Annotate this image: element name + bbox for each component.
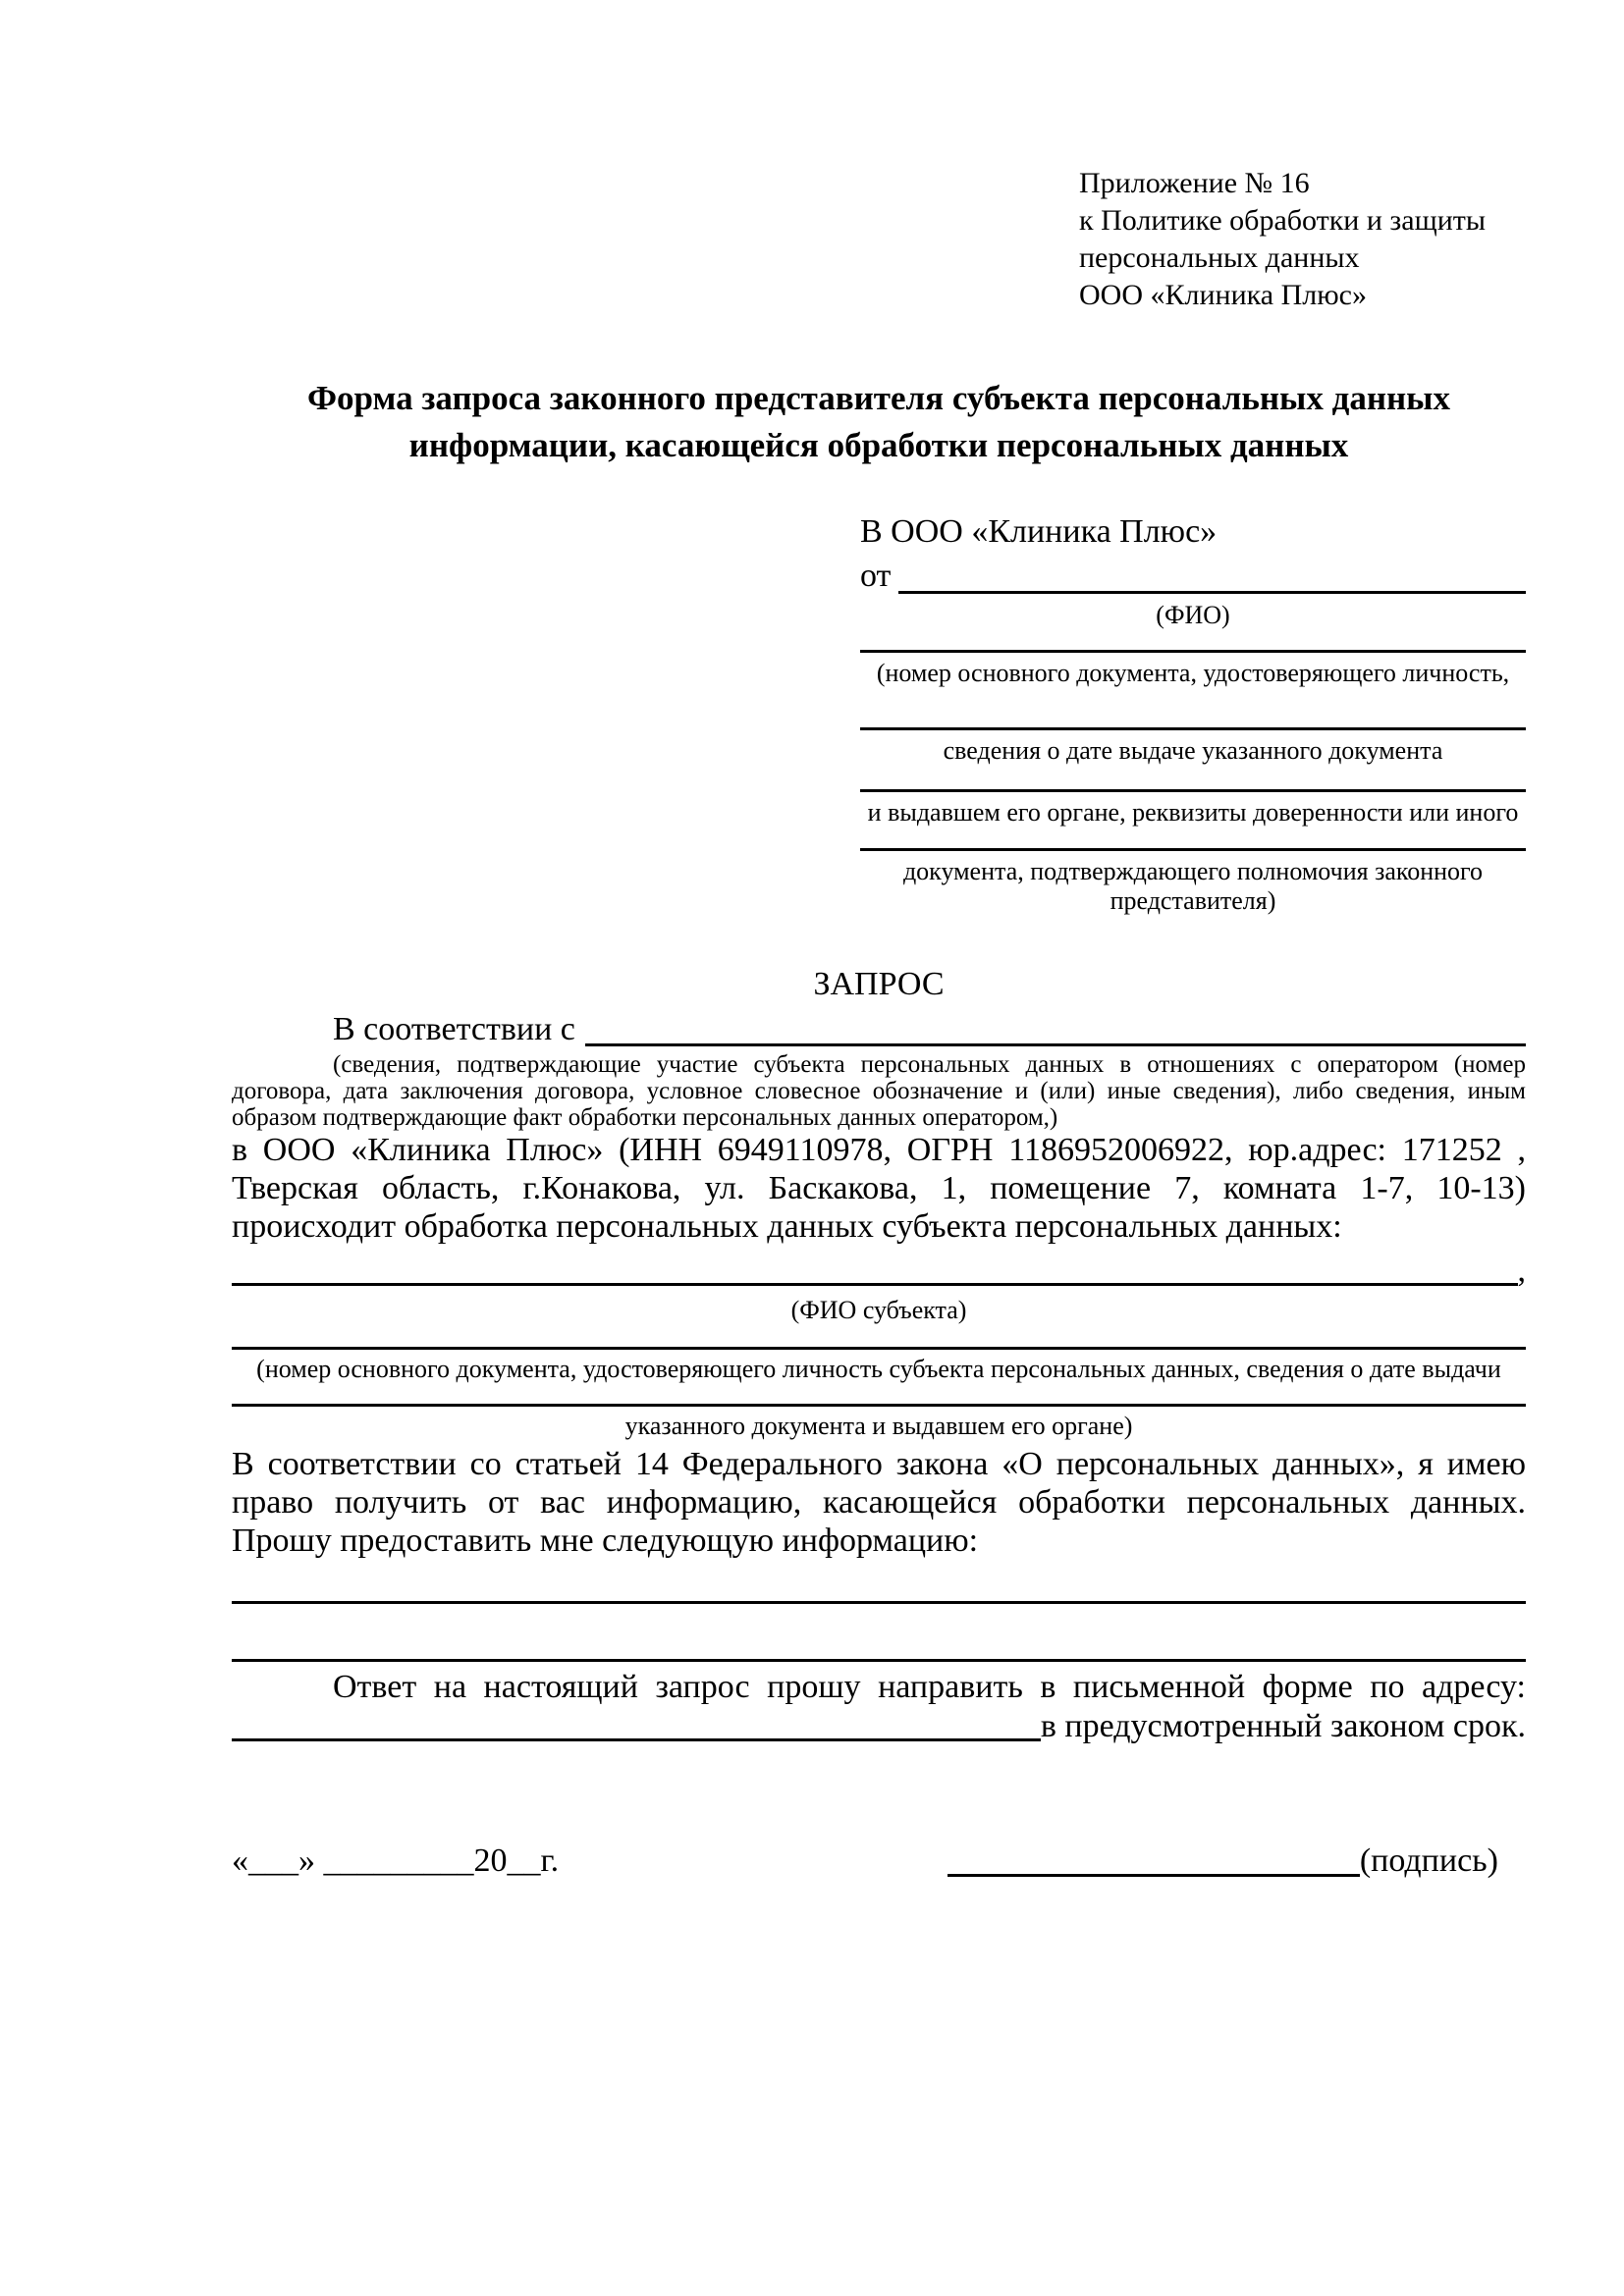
signature-caption: (подпись) (1359, 1842, 1498, 1879)
appendix-line: ООО «Клиника Плюс» (1079, 279, 1367, 311)
appendix-line: к Политике обработки и защиты (1079, 204, 1487, 237)
footer (232, 1841, 1526, 1882)
appendix-line: Приложение № 16 (1079, 167, 1310, 199)
intro-row (232, 1008, 1526, 1051)
subject-line-comma: , (1517, 1253, 1526, 1289)
caption-issue-date: сведения о дате выдаче указанного документа (943, 736, 1443, 765)
intro-note: (сведения, подтверждающие участие субъекта персональных данных в отношениях с оператором (номер договора, дата заключения договора, условное словесное обозначение и (или) иные сведения), либо сведения, иным образом подтверждающие факт обработки персональных данных оператором,) (232, 1051, 1526, 1131)
law-paragraph: В соответствии со статьей 14 Федерального закона «О персональных данных», я имею право получить от вас информацию, касающейся обработки персональных данных. Прошу предоставить мне следующую информацию: (232, 1446, 1526, 1559)
form-title (232, 375, 1526, 469)
caption-doc-number: (номер основного документа, удостоверяющего личность, (876, 659, 1510, 687)
appendix-line: персональных данных (1079, 241, 1360, 274)
caption-subject-doc-2: указанного документа и выдавшем его органе) (624, 1412, 1133, 1440)
answer-paragraph: Ответ на настоящий запрос прошу направить в письменной форме по адресу: (333, 1669, 1526, 1705)
caption-subject-fio: (ФИО субъекта) (790, 1296, 967, 1324)
field-line-doc-number (860, 650, 1526, 653)
caption-fio: (ФИО) (1156, 601, 1230, 629)
from-row (860, 554, 1526, 599)
addressee-block (860, 510, 1526, 916)
from-field-line (898, 554, 1526, 594)
intro-field-line (585, 1008, 1526, 1046)
subject-fio-field-line (232, 1252, 1518, 1286)
signature-line (947, 1841, 1360, 1877)
request-heading: ЗАПРОС (813, 966, 945, 1002)
caption-power-of-attorney: документа, подтверждающего полномочия законного представителя) (902, 857, 1484, 915)
appendix-block (1079, 165, 1526, 314)
answer-address-field-line (232, 1707, 1041, 1741)
field-line-issue-date (860, 727, 1526, 730)
date-blank: «___» _________20__г. (232, 1842, 560, 1879)
subject-doc-field-line-2 (232, 1404, 1526, 1407)
info-field-line-1 (232, 1601, 1526, 1604)
answer-suffix: в предусмотренный законом срок. (1040, 1708, 1526, 1744)
caption-subject-doc-1: (номер основного документа, удостоверяющего личность субъекта персональных данных, сведения о дате выдачи (256, 1355, 1501, 1383)
caption-issuing-authority: и выдавшем его органе, реквизиты доверенности или иного (867, 798, 1519, 827)
answer-address-row (232, 1707, 1526, 1746)
form-title-line-1: Форма запроса законного представителя субъекта персональных данных (307, 379, 1450, 417)
info-field-line-2 (232, 1659, 1526, 1662)
field-line-issuing-authority (860, 789, 1526, 792)
signature-block (947, 1841, 1498, 1882)
field-line-power-of-attorney (860, 848, 1526, 851)
subject-fio-field-row (232, 1252, 1526, 1291)
form-title-line-2: информации, касающейся обработки персональных данных (408, 426, 1349, 464)
subject-doc-field-line-1 (232, 1347, 1526, 1350)
addressee-organization: В ООО «Клиника Плюс» (860, 513, 1218, 550)
operator-paragraph: в ООО «Клиника Плюс» (ИНН 6949110978, ОГРН 1186952006922, юр.адрес: 171252 , Тверская область, г.Конакова, ул. Баскакова, 1, помещение 7, комната 1-7, 10-13) происходит обработка персональных данных субъекта персональных данных: (232, 1132, 1526, 1245)
from-label: от (860, 558, 892, 594)
intro-prefix: В соответствии с (333, 1011, 575, 1047)
